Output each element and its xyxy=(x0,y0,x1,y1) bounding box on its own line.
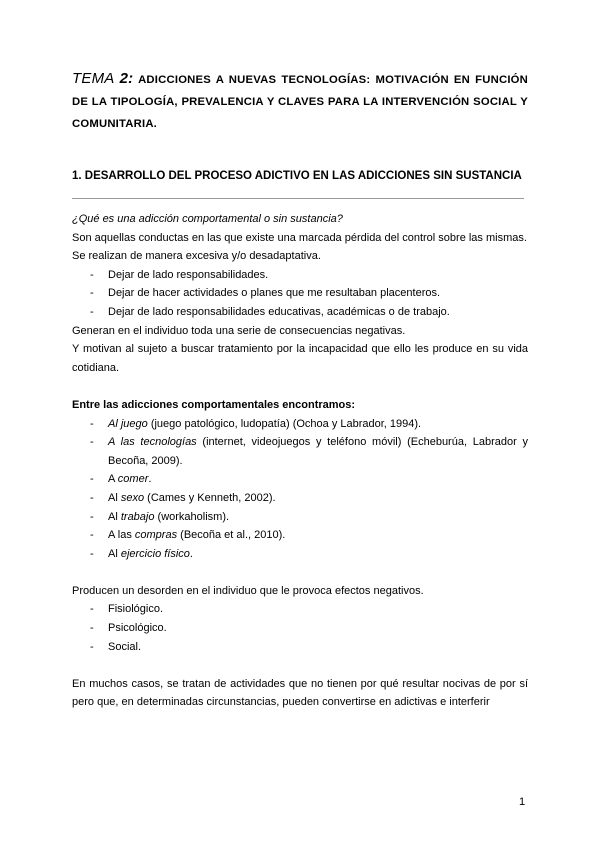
paragraph-3: Generan en el individuo toda una serie de consecuencias negativas. xyxy=(72,324,406,337)
dash-marker: - xyxy=(90,510,94,523)
list-item: - A comer. xyxy=(72,470,528,489)
title-number: 2: xyxy=(119,70,134,87)
dash-marker: - xyxy=(90,640,94,653)
list-item: - Al trabajo (workaholism). xyxy=(72,508,528,527)
document-body xyxy=(72,210,528,712)
title-tema: TEMA xyxy=(72,70,115,87)
list-item: - Al juego (juego patológico, ludopatía) (Ochoa y Labrador, 1994). xyxy=(72,415,528,434)
question-heading: ¿Qué es una adicción comportamental o sin sustancia? xyxy=(72,213,343,225)
dash-marker: - xyxy=(90,529,94,542)
list-responsibilities xyxy=(72,266,528,322)
dash-marker: - xyxy=(90,473,94,486)
list-item: - Dejar de hacer actividades o planes que me resultaban placenteros. xyxy=(72,284,528,303)
paragraph-5: Producen un desorden en el individuo que le provoca efectos negativos. xyxy=(72,584,424,597)
list-item: - Psicológico. xyxy=(72,619,528,638)
list-item: - A las tecnologías (internet, videojuegos y teléfono móvil) (Echeburúa, Labrador y Becoña, 2009). xyxy=(72,433,528,470)
paragraph-1: Son aquellas conductas en las que existe una marcada pérdida del control sobre las mismas. xyxy=(72,231,527,244)
list-item: - Dejar de lado responsabilidades educativas, académicas o de trabajo. xyxy=(72,303,528,322)
list-item: - Social. xyxy=(72,638,528,657)
title-text: ADICCIONES A NUEVAS TECNOLOGÍAS: MOTIVACIÓN EN FUNCIÓN DE LA TIPOLOGÍA, PREVALENCIA Y CLAVES PARA LA INTERVENCIÓN SOCIAL Y COMUNITARIA. xyxy=(72,74,529,130)
list-item: - Al ejercicio físico. xyxy=(72,545,528,564)
list-effects xyxy=(72,600,528,656)
dash-marker: - xyxy=(90,547,94,560)
dash-marker: - xyxy=(90,436,94,449)
list-item: - Fisiológico. xyxy=(72,600,528,619)
page-number: 1 xyxy=(519,796,526,808)
dash-marker: - xyxy=(90,305,94,318)
section-heading: 1. DESARROLLO DEL PROCESO ADICTIVO EN LAS ADICCIONES SIN SUSTANCIA xyxy=(72,170,522,182)
document-title xyxy=(72,68,528,135)
list-item: - Al sexo (Cames y Kenneth, 2002). xyxy=(72,489,528,508)
dash-marker: - xyxy=(90,268,94,281)
paragraph-2: Se realizan de manera excesiva y/o desadaptativa. xyxy=(72,250,321,263)
section-divider xyxy=(72,198,524,199)
dash-marker: - xyxy=(90,287,94,300)
paragraph-4: Y motivan al sujeto a buscar tratamiento por la incapacidad que ello les produce en su vida cotidiana. xyxy=(72,343,528,374)
list-item: - Dejar de lado responsabilidades. xyxy=(72,266,528,285)
dash-marker: - xyxy=(90,622,94,635)
dash-marker: - xyxy=(90,491,94,504)
paragraph-6: En muchos casos, se tratan de actividades que no tienen por qué resultar nocivas de por sí pero que, en determinadas circunstancias, pueden convertirse en adictivas e interferir xyxy=(72,677,528,709)
list-heading: Entre las adicciones comportamentales encontramos: xyxy=(72,398,356,411)
list-addictions xyxy=(72,415,528,564)
dash-marker: - xyxy=(90,603,94,616)
dash-marker: - xyxy=(90,417,94,430)
list-item: - A las compras (Becoña et al., 2010). xyxy=(72,526,528,545)
